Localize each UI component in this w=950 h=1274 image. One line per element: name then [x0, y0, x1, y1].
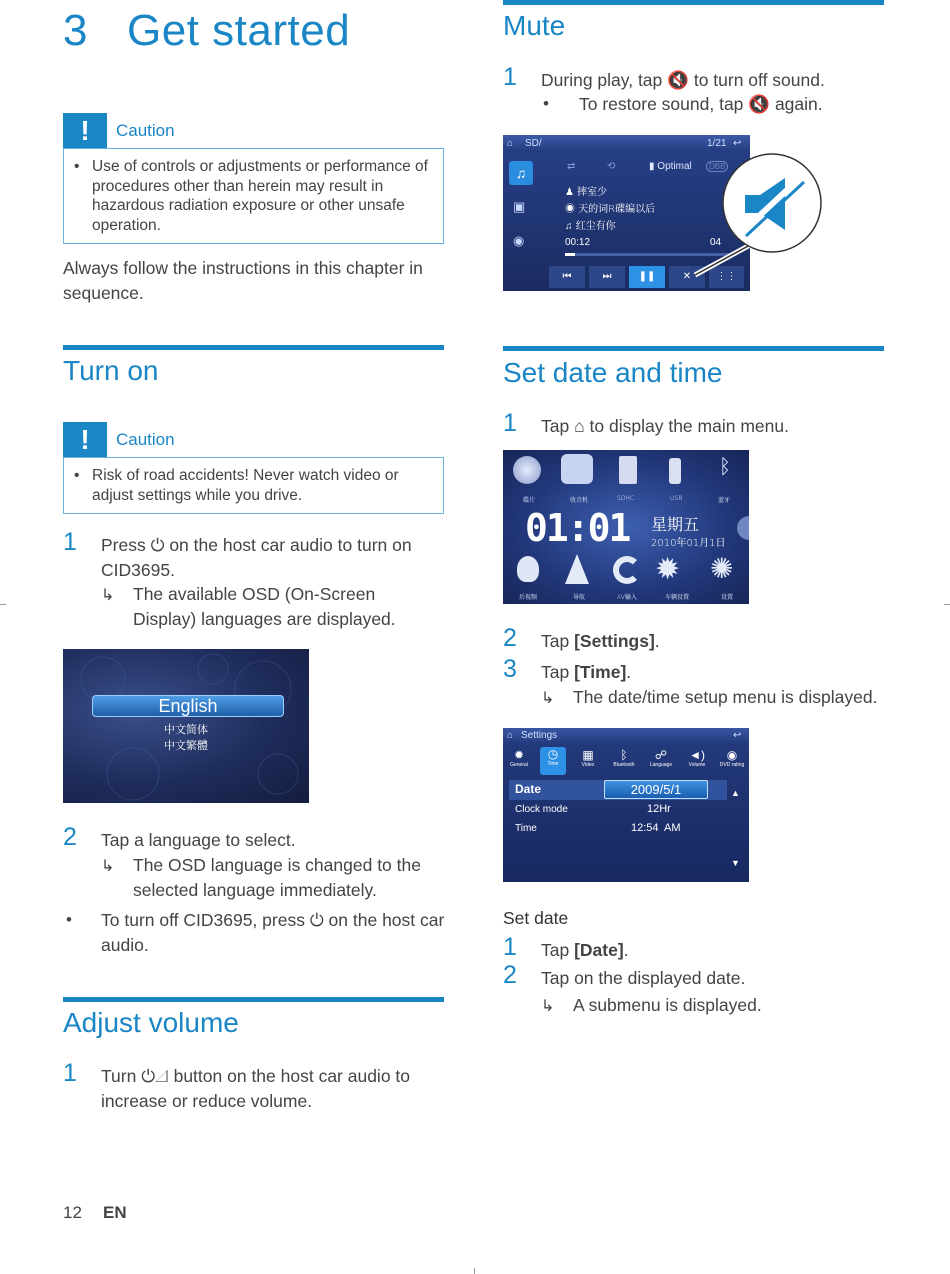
chapter-title: Get started — [127, 6, 351, 55]
rear-video-icon[interactable] — [517, 556, 539, 582]
step-text — [541, 68, 886, 93]
step-text-post: button on the host car audio to increase or reduce volume. — [101, 1066, 411, 1111]
menu-label: USB — [670, 495, 683, 502]
dvd-icon: ◉ — [726, 748, 738, 762]
navigation-icon[interactable] — [565, 554, 589, 584]
mute-button[interactable]: ✕ — [669, 266, 705, 288]
section-rule — [63, 345, 444, 350]
bullet-text-post: again. — [774, 94, 823, 114]
radio-icon[interactable] — [561, 454, 593, 484]
result-arrow-icon: ↳ — [101, 587, 115, 604]
row-value[interactable]: 12:54 AM — [631, 822, 681, 834]
row-value[interactable]: 12Hr — [647, 803, 671, 815]
step-text-pre: Tap — [541, 940, 570, 960]
progress-fill — [565, 253, 575, 256]
eq-label-text: Optimal — [657, 161, 692, 172]
language-screenshot — [63, 649, 309, 803]
bullet-text — [579, 92, 889, 117]
pause-button[interactable]: ❚❚ — [629, 266, 665, 288]
caution-box — [63, 457, 444, 514]
settings-row-date[interactable] — [509, 780, 727, 800]
step-text-post: to display the main menu. — [589, 416, 789, 436]
settings-title: Settings — [521, 730, 558, 741]
step-number: 1 — [63, 1059, 77, 1087]
settings-option-label: [Settings] — [574, 631, 655, 651]
tab-time[interactable] — [540, 747, 566, 775]
bullet-text-pre: To turn off CID3695, press — [101, 910, 305, 930]
caution-icon: ! — [63, 113, 107, 148]
menu-label: 后视频 — [519, 594, 538, 601]
bluetooth-icon[interactable]: ᛒ — [719, 456, 731, 478]
menu-label: SDHC — [617, 495, 635, 502]
step-text — [541, 660, 886, 685]
menu-label: 蓝牙 — [718, 497, 731, 504]
general-icon: ✹ — [513, 748, 525, 762]
step-result: The date/time setup menu is displayed. — [573, 687, 878, 707]
dbb-badge[interactable]: DBB — [706, 161, 728, 172]
tab-label: Language — [649, 762, 673, 768]
callout-pointer-outline — [695, 245, 750, 275]
tab-label: Volume — [688, 762, 706, 768]
section-rule — [503, 0, 884, 5]
tab-label: Bluetooth — [613, 762, 635, 768]
step-text — [101, 533, 446, 583]
tab-label: Video — [581, 762, 595, 768]
shuffle-icon[interactable]: ⇄ — [567, 161, 576, 172]
menu-label: 收音机 — [570, 497, 589, 504]
date-display: 2010年01月1日 — [651, 538, 726, 549]
chapter-number: 3 — [63, 6, 88, 55]
power-icon: ⏻ — [309, 910, 324, 930]
track-name: 天的词R碟编以后 — [578, 204, 656, 215]
turn-on-heading: Turn on — [63, 355, 159, 386]
tab-label: Time — [547, 761, 559, 767]
previous-button[interactable]: ⏮ — [549, 266, 585, 288]
vehicle-settings-icon[interactable]: ✹ — [655, 553, 681, 586]
row-label: Time — [515, 823, 537, 834]
step-text-pre: Turn — [101, 1066, 137, 1086]
track-item — [565, 183, 607, 198]
tab-label: General — [510, 762, 528, 768]
step-text — [541, 629, 886, 654]
step-result: The OSD language is changed to the selected language immediately. — [133, 855, 421, 900]
mute-icon: 🔇 — [748, 94, 771, 114]
bullet-text — [101, 908, 446, 958]
menu-label: 导航 — [573, 594, 586, 601]
caution-label: Caution — [116, 430, 175, 449]
settings-title-bar — [503, 728, 749, 744]
track-count: 1/21 — [707, 138, 727, 149]
bullet-text-pre: To restore sound, tap — [579, 94, 744, 114]
adjust-volume-heading: Adjust volume — [63, 1007, 239, 1038]
step-text-post: . — [654, 631, 660, 651]
tab-dvd-rating[interactable] — [717, 748, 747, 768]
video-icon[interactable]: ◉ — [513, 233, 525, 248]
step-number: 1 — [63, 528, 77, 556]
step-text — [541, 414, 886, 439]
disc-icon[interactable] — [513, 456, 541, 484]
tab-language[interactable] — [646, 748, 676, 768]
usb-icon[interactable] — [669, 458, 681, 484]
step-text — [541, 938, 886, 963]
weekday-display: 星期五 — [651, 515, 700, 534]
home-icon: ⌂ — [574, 416, 585, 436]
date-option-label: [Date] — [574, 940, 624, 960]
step-number: 2 — [503, 624, 517, 652]
step-number: 1 — [503, 63, 517, 91]
menu-label: 碟片 — [523, 497, 536, 504]
power-volume-icon: ⏻◿ — [141, 1066, 169, 1086]
tab-volume[interactable] — [684, 748, 710, 768]
tab-video[interactable] — [575, 748, 601, 768]
chapter-heading — [63, 6, 350, 56]
main-menu-screenshot — [503, 450, 749, 604]
step-text-pre: Tap — [541, 631, 570, 651]
tab-bluetooth[interactable] — [609, 748, 639, 768]
step-text-post: on the host car audio to turn on CID3695. — [101, 535, 412, 580]
eq-label — [649, 161, 692, 172]
home-icon[interactable]: ⌂ — [507, 730, 514, 741]
caution-box — [63, 148, 444, 244]
av-input-icon[interactable] — [613, 556, 641, 584]
menu-label: AV输入 — [617, 594, 637, 601]
mute-heading: Mute — [503, 10, 566, 41]
settings-row-time[interactable] — [509, 821, 727, 839]
language-code: EN — [103, 1203, 127, 1222]
step-text-post: . — [626, 662, 632, 682]
eq-icon: ▮ — [649, 161, 655, 172]
settings-gear-icon[interactable]: ✺ — [710, 553, 734, 584]
time-option-label: [Time] — [574, 662, 627, 682]
crop-mark — [474, 1268, 475, 1274]
artist-icon: ♟ — [565, 187, 574, 198]
track-name: 红尘有你 — [575, 221, 616, 232]
step-result: A submenu is displayed. — [573, 995, 762, 1015]
step-text-post: to turn off sound. — [693, 70, 825, 90]
settings-row-clock-mode[interactable] — [509, 802, 727, 820]
power-icon: ⏻ — [150, 535, 165, 555]
section-rule — [503, 346, 884, 351]
step-text: Tap on the displayed date. — [541, 968, 746, 988]
scroll-right-button[interactable] — [737, 516, 749, 540]
date-value-field[interactable]: 2009/5/1 — [604, 780, 708, 799]
caution-icon: ! — [63, 422, 107, 457]
album-icon: ◉ — [565, 204, 575, 215]
clock-icon: ◷ — [547, 747, 559, 761]
back-icon[interactable]: ↩ — [733, 138, 742, 149]
step-text-pre: Tap — [541, 662, 570, 682]
film-icon: ▦ — [582, 748, 594, 762]
scroll-up-icon[interactable]: ▲ — [731, 788, 740, 798]
intro-text: Always follow the instructions in this chapter in sequence. — [63, 258, 423, 303]
language-icon: ☍ — [654, 748, 668, 762]
row-label: Clock mode — [515, 804, 568, 815]
mute-icon: 🔇 — [667, 70, 689, 90]
music-icon[interactable]: ♫ — [509, 161, 533, 185]
result-arrow-icon: ↳ — [541, 998, 555, 1015]
row-label: Date — [515, 782, 542, 796]
page-number: 12 — [63, 1203, 82, 1222]
step-text — [101, 1064, 446, 1114]
step-number: 2 — [63, 823, 77, 851]
bluetooth-icon: ᛒ — [620, 748, 628, 762]
track-name: 摔室少 — [577, 187, 608, 198]
step-text-post: . — [623, 940, 629, 960]
step-text-pre: Press — [101, 535, 146, 555]
track-item — [565, 217, 616, 232]
step-text: Tap a language to select. — [101, 830, 296, 850]
set-date-subheading: Set date — [503, 908, 569, 928]
step-text-pre: Tap — [541, 416, 570, 436]
step-number: 3 — [503, 655, 517, 683]
caution-label: Caution — [116, 121, 175, 140]
result-arrow-icon: ↳ — [541, 690, 555, 707]
clock-display: 01:01 — [525, 506, 630, 550]
scroll-down-icon[interactable]: ▼ — [731, 858, 740, 868]
bullet-dot: • — [543, 94, 549, 113]
step-number: 2 — [503, 961, 517, 989]
settings-screenshot — [503, 728, 749, 882]
crop-mark — [944, 604, 950, 605]
bullet-text-post: on the host car audio. — [101, 910, 445, 955]
caution-text: • Use of controls or adjustments or performance of procedures other than herein may result in hazardous radiation exposure or other unsafe operation. — [92, 157, 429, 235]
next-button[interactable]: ⏭ — [589, 266, 625, 288]
tab-label: DVD rating — [719, 762, 745, 768]
source-label: SD/ — [525, 138, 542, 149]
song-icon: ♫ — [565, 221, 573, 232]
total-time: 04 — [710, 237, 722, 248]
language-option-selected[interactable]: English — [92, 695, 284, 717]
menu-label: 车辆设置 — [665, 594, 690, 601]
menu-label: 设置 — [721, 594, 734, 601]
step-number: 1 — [503, 409, 517, 437]
sdhc-icon[interactable] — [619, 456, 637, 484]
caution-text: • Risk of road accidents! Never watch video or adjust settings while you drive. — [92, 466, 429, 505]
language-option[interactable]: 中文简体 — [164, 723, 208, 736]
result-arrow-icon: ↳ — [101, 858, 115, 875]
settings-tab-bar — [503, 746, 749, 776]
section-rule — [63, 997, 444, 1002]
crop-mark — [0, 604, 6, 605]
set-date-time-heading: Set date and time — [503, 357, 723, 388]
speaker-icon: ◄) — [689, 748, 705, 762]
tab-general[interactable] — [506, 748, 532, 768]
step-text-pre: During play, tap — [541, 70, 663, 90]
home-icon[interactable]: ⌂ — [507, 138, 514, 149]
menu-grid-button[interactable]: ⋮⋮ — [709, 266, 744, 288]
photo-icon[interactable]: ▣ — [513, 199, 526, 214]
track-item — [565, 200, 655, 215]
back-icon[interactable]: ↩ — [733, 730, 742, 741]
language-option[interactable]: 中文繁體 — [164, 739, 208, 752]
step-result: The available OSD (On-Screen Display) languages are displayed. — [133, 584, 396, 629]
mute-callout — [690, 150, 830, 285]
bullet-dot: • — [66, 910, 72, 929]
repeat-icon[interactable]: ⟲ — [607, 161, 616, 172]
elapsed-time: 00:12 — [565, 237, 591, 248]
step-number: 1 — [503, 933, 517, 961]
